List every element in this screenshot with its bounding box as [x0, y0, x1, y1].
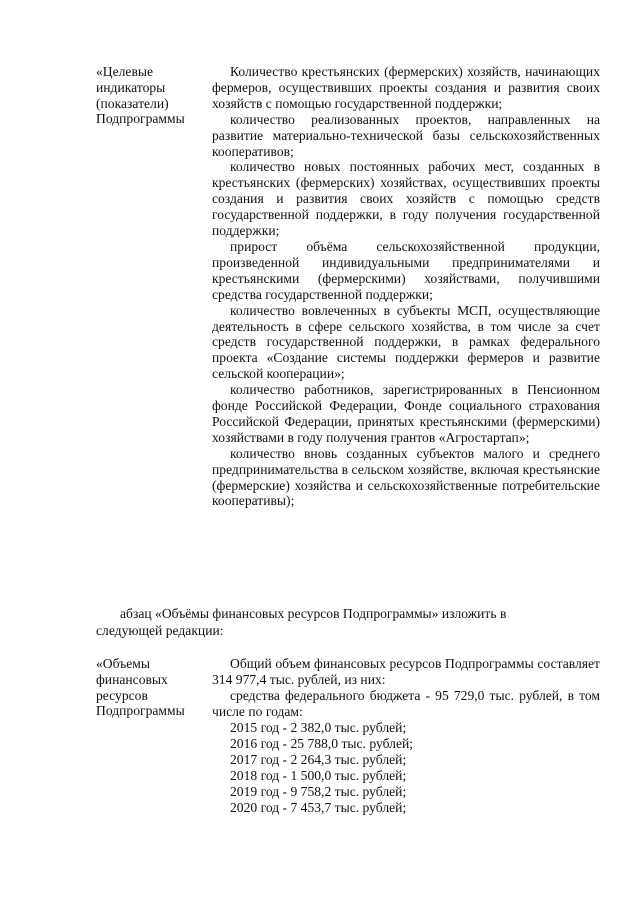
year-amount: 2019 год - 9 758,2 тыс. рублей;: [230, 784, 407, 799]
target-indicators-content: [212, 64, 600, 509]
indicator-paragraph: количество реализованных проектов, направленных на развитие материально-технической базы сельскохозяйственных кооперативов;: [212, 111, 600, 159]
indicator-paragraph: количество новых постоянных рабочих мест, созданных в крестьянских (фермерских) хозяйствах, осуществивших проекты создания и развития своих хозяйств с помощью средств государственной поддержки, в году получения государственной поддержки;: [212, 159, 600, 239]
indicator-paragraph: количество вновь созданных субъектов малого и среднего предпринимательства в сельском хозяйстве, включая крестьянские (фермерские) хозяйства и сельскохозяйственные потребительские кооперативы);: [212, 445, 600, 509]
year-amount: 2018 год - 1 500,0 тыс. рублей;: [230, 768, 407, 783]
amendment-instruction: [96, 605, 600, 639]
year-amount: 2017 год - 2 264,3 тыс. рублей;: [230, 752, 407, 767]
indicator-paragraph: Количество крестьянских (фермерских) хозяйств, начинающих фермеров, осуществивших проекты создания и развития своих хозяйств с помощью государственной поддержки;: [212, 64, 600, 111]
indicator-paragraph: прирост объёма сельскохозяйственной продукции, произведенной индивидуальными предпринимателями и крестьянскими (фермерскими) хозяйствами, получившими средства государственной поддержки;: [212, 238, 600, 302]
year-amount: 2015 год - 2 382,0 тыс. рублей;: [230, 720, 407, 735]
year-amount: 2020 год - 7 453,7 тыс. рублей;: [230, 800, 407, 815]
financial-resources-content: [212, 656, 600, 816]
amendment-instruction-line: абзац «Объёмы финансовых ресурсов Подпрограммы» изложить в: [120, 606, 507, 621]
amendment-instruction-line: следующей редакции:: [96, 623, 224, 638]
indicator-paragraph: количество работников, зарегистрированных в Пенсионном фонде Российской Федерации, Фонде социального страхования Российской Федерации, принятых крестьянскими (фермерскими) хозяйствами в году получения грантов «Агростартап»;: [212, 382, 600, 445]
target-indicators-label: «Целевые индикаторы (показатели) Подпрограммы: [96, 64, 185, 127]
indicator-paragraph: количество вовлеченных в субъекты МСП, осуществляющие деятельность в сфере сельского хозяйства, в том числе за счет средств государственной поддержки, в рамках федерального проекта «Создание системы поддержки фермеров и развитие сельской кооперации»;: [212, 302, 600, 382]
year-amount: 2016 год - 25 788,0 тыс. рублей;: [230, 736, 414, 751]
federal-budget-paragraph: средства федерального бюджета - 95 729,0 тыс. рублей, в том числе по годам:: [212, 688, 600, 719]
financial-resources-label: «Объемы финансовых ресурсов Подпрограммы: [96, 656, 185, 719]
total-volume-paragraph: Общий объем финансовых ресурсов Подпрограммы составляет 314 977,4 тыс. рублей, из них:: [212, 656, 600, 687]
